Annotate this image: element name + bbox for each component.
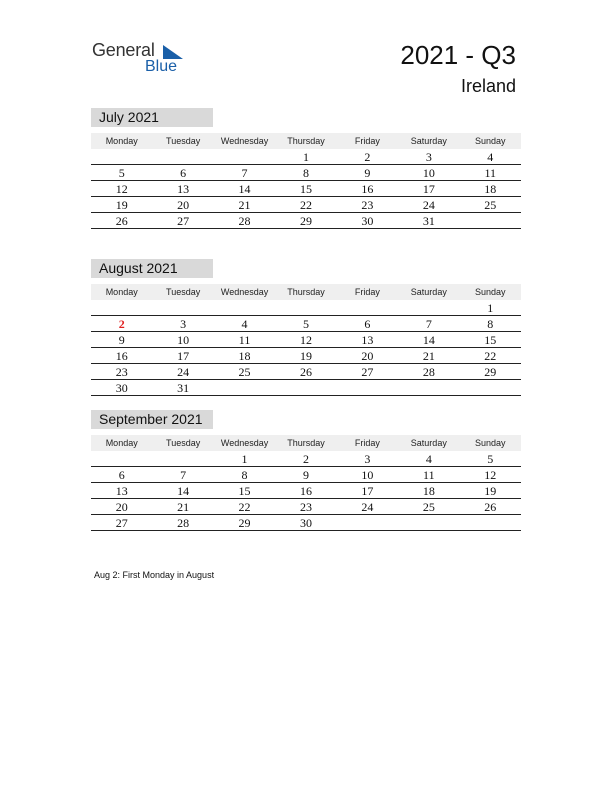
day-cell: 27 [361, 365, 374, 379]
day-cell: 23 [361, 198, 374, 212]
day-cell: 10 [361, 468, 374, 482]
day-cell: 29 [299, 214, 312, 228]
day-cell: 3 [425, 150, 432, 164]
country-subtitle: Ireland [460, 76, 516, 96]
day-cell: 20 [361, 349, 374, 363]
day-cell: 9 [118, 333, 125, 347]
day-cell: 19 [115, 198, 128, 212]
weekday-header: Sunday [474, 287, 506, 297]
day-cell [337, 380, 398, 395]
month-calendar [91, 259, 521, 396]
day-cell: 29 [238, 516, 251, 530]
weekday-header: Saturday [410, 136, 447, 146]
weekday-header-row [91, 133, 521, 149]
day-cell: 25 [422, 500, 435, 514]
day-cell: 10 [177, 333, 190, 347]
day-cell: 26 [115, 214, 128, 228]
day-cell: 30 [299, 516, 312, 530]
day-cell: 15 [299, 182, 312, 196]
weekday-header: Tuesday [166, 136, 201, 146]
day-cell [398, 380, 459, 395]
day-cell: 6 [364, 317, 371, 331]
day-cell [337, 515, 398, 530]
day-cell: 21 [177, 500, 190, 514]
weekday-header: Sunday [474, 438, 506, 448]
week-row [91, 197, 521, 213]
day-cell: 11 [238, 333, 251, 347]
week-row [91, 213, 521, 229]
day-cell: 6 [118, 468, 125, 482]
day-cell [214, 149, 275, 164]
day-cell: 18 [238, 349, 251, 363]
week-row [91, 515, 521, 531]
month-label: September 2021 [91, 410, 213, 429]
day-cell: 27 [177, 214, 190, 228]
day-cell: 27 [115, 516, 128, 530]
day-cell: 3 [180, 317, 187, 331]
day-cell: 19 [299, 349, 312, 363]
week-row [91, 483, 521, 499]
month-calendar [91, 410, 521, 531]
day-cell: 23 [115, 365, 128, 379]
day-cell: 11 [484, 166, 497, 180]
day-cell: 4 [241, 317, 248, 331]
weekday-header: Monday [105, 136, 138, 146]
day-cell: 28 [238, 214, 251, 228]
day-cell: 24 [177, 365, 190, 379]
day-cell: 8 [241, 468, 248, 482]
weekday-header: Monday [105, 287, 138, 297]
day-cell: 14 [177, 484, 190, 498]
logo-text-general: General [92, 40, 155, 60]
day-cell [337, 300, 398, 315]
day-cell: 2 [302, 452, 309, 466]
week-row [91, 300, 521, 316]
day-cell [214, 300, 275, 315]
day-cell: 18 [422, 484, 435, 498]
holiday-note: Aug 2: First Monday in August [94, 570, 215, 580]
day-cell: 2 [364, 150, 371, 164]
day-cell [91, 300, 152, 315]
day-cell: 8 [302, 166, 309, 180]
day-cell [152, 451, 213, 466]
weekday-header: Monday [105, 438, 138, 448]
day-cell: 14 [238, 182, 251, 196]
day-cell [398, 515, 459, 530]
weekday-header: Thursday [287, 287, 325, 297]
day-cell: 1 [241, 452, 248, 466]
day-cell: 30 [115, 381, 128, 395]
day-cell: 23 [299, 500, 312, 514]
weekday-header: Thursday [287, 438, 325, 448]
day-cell: 25 [238, 365, 251, 379]
day-cell: 31 [422, 214, 435, 228]
weekday-header: Saturday [410, 287, 447, 297]
day-cell: 10 [422, 166, 435, 180]
weekday-header-row [91, 284, 521, 300]
week-row [91, 380, 521, 396]
weekday-header: Thursday [287, 136, 325, 146]
day-cell: 12 [115, 182, 128, 196]
week-row [91, 332, 521, 348]
day-cell: 26 [299, 365, 312, 379]
day-cell: 13 [361, 333, 374, 347]
logo-flag-icon [161, 45, 183, 59]
day-cell: 7 [425, 317, 432, 331]
day-cell: 4 [487, 150, 494, 164]
page-title: 2021 - Q3 [400, 40, 516, 70]
day-cell: 28 [422, 365, 435, 379]
day-cell: 1 [302, 150, 309, 164]
day-cell: 30 [361, 214, 374, 228]
day-cell: 19 [484, 484, 497, 498]
day-cell: 16 [361, 182, 374, 196]
day-cell: 9 [364, 166, 371, 180]
day-cell: 13 [115, 484, 128, 498]
day-cell: 7 [180, 468, 187, 482]
day-cell: 4 [425, 452, 432, 466]
day-cell: 24 [422, 198, 435, 212]
day-cell: 29 [484, 365, 497, 379]
week-row [91, 165, 521, 181]
day-cell: 22 [484, 349, 497, 363]
month-calendar [91, 108, 521, 229]
day-cell: 21 [238, 198, 251, 212]
day-cell: 22 [299, 198, 312, 212]
day-cell: 16 [299, 484, 312, 498]
day-cell: 12 [484, 468, 497, 482]
day-cell: 18 [484, 182, 497, 196]
week-row [91, 467, 521, 483]
day-cell: 11 [423, 468, 435, 482]
weekday-header: Wednesday [220, 287, 269, 297]
day-cell [152, 300, 213, 315]
day-cell: 12 [299, 333, 312, 347]
week-row [91, 499, 521, 515]
day-cell: 25 [484, 198, 497, 212]
week-row [91, 364, 521, 380]
day-cell: 15 [484, 333, 497, 347]
logo-text-blue: Blue [145, 58, 178, 75]
day-cell: 5 [487, 452, 494, 466]
day-cell: 5 [302, 317, 309, 331]
weekday-header: Tuesday [166, 287, 201, 297]
day-cell: 17 [422, 182, 435, 196]
week-row [91, 348, 521, 364]
brand-logo [92, 40, 202, 80]
day-cell: 22 [238, 500, 251, 514]
day-cell: 21 [422, 349, 435, 363]
day-cell [275, 300, 336, 315]
week-row [91, 181, 521, 197]
day-cell: 8 [487, 317, 494, 331]
day-cell: 5 [118, 166, 125, 180]
day-cell: 26 [484, 500, 497, 514]
holiday-day-cell: 2 [118, 317, 125, 331]
day-cell: 16 [115, 349, 128, 363]
day-cell [214, 380, 275, 395]
weekday-header: Friday [354, 438, 380, 448]
day-cell: 14 [422, 333, 435, 347]
weekday-header: Friday [354, 136, 380, 146]
weekday-header: Friday [354, 287, 380, 297]
day-cell: 31 [177, 381, 190, 395]
day-cell: 9 [302, 468, 309, 482]
weekday-header: Tuesday [166, 438, 201, 448]
day-cell: 28 [177, 516, 190, 530]
weekday-header-row [91, 435, 521, 451]
day-cell [460, 380, 521, 395]
day-cell: 17 [361, 484, 374, 498]
day-cell: 20 [177, 198, 190, 212]
day-cell [460, 213, 521, 228]
day-cell [91, 451, 152, 466]
day-cell [152, 149, 213, 164]
day-cell: 7 [241, 166, 248, 180]
day-cell: 20 [115, 500, 128, 514]
month-label: July 2021 [91, 108, 213, 127]
day-cell [275, 380, 336, 395]
day-cell [91, 149, 152, 164]
day-cell: 3 [364, 452, 371, 466]
weekday-header: Sunday [474, 136, 506, 146]
month-label: August 2021 [91, 259, 213, 278]
week-row [91, 149, 521, 165]
week-row [91, 451, 521, 467]
day-cell: 6 [180, 166, 187, 180]
day-cell [398, 300, 459, 315]
day-cell [460, 515, 521, 530]
day-cell: 24 [361, 500, 374, 514]
weekday-header: Wednesday [220, 136, 269, 146]
day-cell: 13 [177, 182, 190, 196]
day-cell: 1 [487, 301, 494, 315]
day-cell: 15 [238, 484, 251, 498]
day-cell: 17 [177, 349, 190, 363]
weekday-header: Wednesday [220, 438, 269, 448]
week-row [91, 316, 521, 332]
weekday-header: Saturday [410, 438, 447, 448]
